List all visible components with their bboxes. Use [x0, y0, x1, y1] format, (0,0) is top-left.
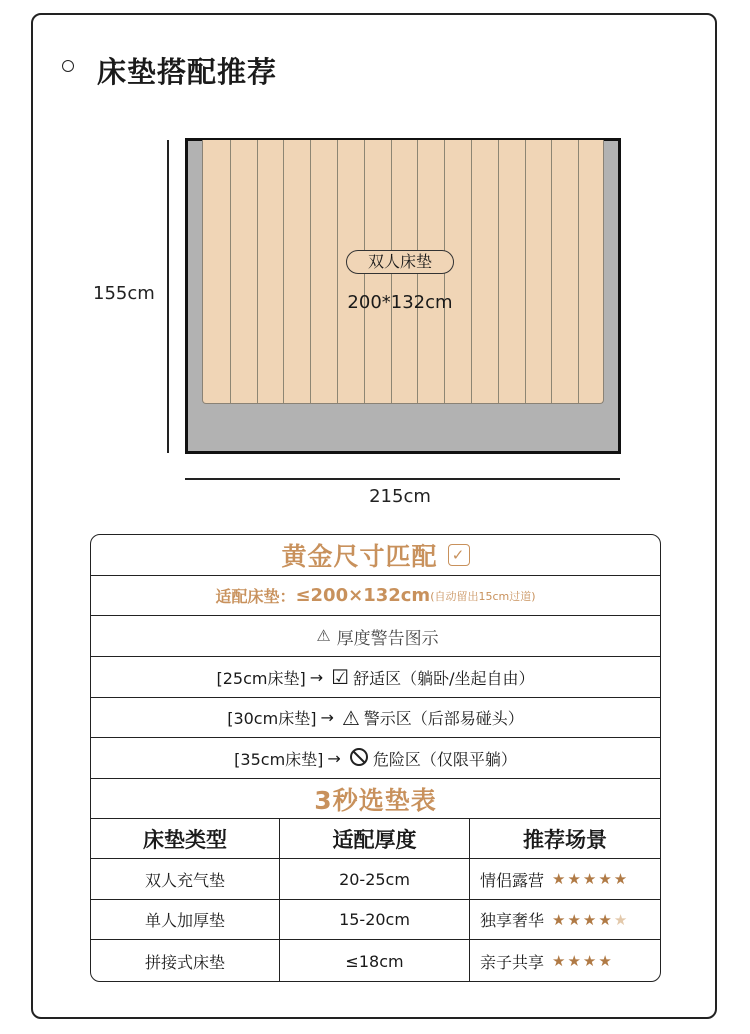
column-header: 适配厚度 [280, 819, 470, 858]
mattress-type-cell: 双人充气垫 [91, 859, 280, 899]
mattress-type-cell: 单人加厚垫 [91, 900, 280, 939]
scene-label: 亲子共享 [480, 952, 545, 972]
fit-note: (自动留出15cm过道) [430, 589, 536, 603]
rating-stars-icon: ★★★★ [552, 952, 614, 970]
no-entry-icon [349, 747, 369, 770]
checkmark-icon: ✓ [448, 544, 470, 566]
scene-cell [470, 859, 660, 899]
column-header: 床垫类型 [91, 819, 280, 858]
mattress-slat-line [498, 140, 499, 403]
warning-triangle-icon: ⚠ [316, 626, 331, 645]
zone-text: 舒适区（躺卧/坐起自由） [353, 668, 535, 688]
mattress-slat-line [471, 140, 472, 403]
zone-tag: [25cm床垫] [216, 668, 306, 688]
golden-size-row [91, 535, 660, 576]
zone-text: 危险区（仅限平躺） [372, 749, 517, 769]
scene-cell [470, 900, 660, 939]
check-box-icon: ☑ [331, 665, 350, 689]
arrow-icon: → [320, 708, 334, 727]
golden-size-title: 黄金尺寸匹配 [281, 542, 438, 571]
recommendation-table [90, 534, 661, 982]
zone-tag: [30cm床垫] [227, 709, 317, 728]
grid-header [91, 819, 660, 859]
section-title: 床垫搭配推荐 [97, 55, 278, 89]
fit-prefix: 适配床垫： [215, 587, 296, 606]
height-dimension-line [167, 140, 169, 453]
mattress-slat-line [230, 140, 231, 403]
mattress-type-badge: 双人床垫 [346, 250, 454, 274]
zone-row [91, 698, 660, 738]
quick-select-title-row [91, 779, 660, 819]
mattress-slat-line [578, 140, 579, 403]
arrow-icon: → [327, 748, 341, 768]
table-row [91, 859, 660, 900]
width-dimension-line [185, 478, 620, 480]
thickness-cell: ≤18cm [280, 940, 470, 982]
column-header: 推荐场景 [523, 827, 607, 852]
mattress-slat-line [525, 140, 526, 403]
height-dimension-label: 155cm [93, 283, 155, 304]
zone-tag: [35cm床垫] [234, 749, 324, 769]
arrow-icon: → [309, 667, 324, 687]
zone-row [91, 738, 660, 779]
table-row [91, 900, 660, 940]
zone-row [91, 657, 660, 698]
rating-stars-icon: ★★★★★ [552, 910, 630, 929]
quick-select-title: 3秒选垫表 [314, 785, 437, 815]
warning-icon: ⚠ [341, 705, 360, 730]
mattress-size-label: 200*132cm [347, 292, 453, 313]
fit-row [91, 576, 660, 616]
mattress-slat-line [283, 140, 284, 403]
rating-stars-icon: ★★★★★ [552, 870, 630, 888]
scene-cell [470, 940, 660, 982]
scene-label: 情侣露营 [480, 870, 545, 890]
thickness-warning-row [91, 616, 660, 657]
thickness-cell: 15-20cm [280, 900, 470, 939]
thickness-warning-title: 厚度警告图示 [336, 628, 439, 649]
zone-text: 警示区（后部易碰头） [363, 709, 524, 728]
bullet-icon [62, 60, 74, 72]
width-dimension-label: 215cm [369, 486, 431, 507]
fit-value: ≤200×132cm [295, 585, 431, 606]
scene-label: 独享奢华 [480, 911, 545, 930]
mattress-type-cell: 拼接式床垫 [91, 940, 280, 982]
table-row [91, 940, 660, 982]
mattress-slat-line [337, 140, 338, 403]
thickness-cell: 20-25cm [280, 859, 470, 899]
mattress-slat-line [310, 140, 311, 403]
mattress-slat-line [257, 140, 258, 403]
mattress-slat-line [551, 140, 552, 403]
